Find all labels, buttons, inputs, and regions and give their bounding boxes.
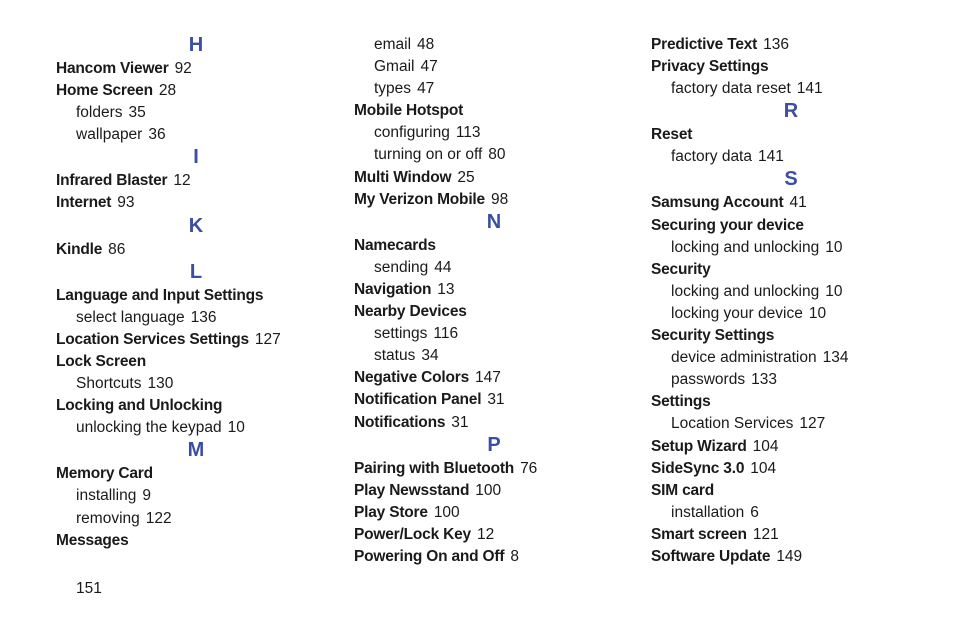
index-subentry [354,122,634,144]
entry-page: 86 [108,240,126,258]
index-column-2 [354,34,634,568]
entry-page: 12 [173,172,191,190]
entry-page: 116 [433,325,459,343]
entry-page: 41 [789,194,807,212]
entry-term: Infrared Blaster [56,172,168,190]
index-subentry [56,485,336,507]
index-entry [56,351,336,373]
entry-term: Settings [651,393,711,411]
entry-term: Gmail [374,58,415,76]
entry-term: types [374,80,412,98]
section-letter: H [188,34,204,56]
index-subentry [651,281,931,303]
entry-page: 136 [190,308,217,326]
entry-term: Security [651,260,711,278]
index-subentry [354,34,634,56]
entry-term: Setup Wizard [651,437,747,455]
index-entry [56,329,336,351]
index-subentry [354,257,634,279]
entry-page: 104 [750,459,777,477]
index-entry [651,215,931,237]
entry-term: Namecards [354,236,436,254]
index-entry [354,502,634,524]
entry-page: 127 [799,415,826,433]
entry-term: Messages [56,531,129,549]
index-entry [56,463,336,485]
section-letter: K [188,214,204,237]
section-letter: L [189,260,203,283]
index-subentry [354,345,634,367]
index-entry [651,480,931,502]
entry-term: Predictive Text [651,36,758,53]
entry-term: Notifications [354,413,446,431]
index-subentry [651,303,931,325]
entry-page: 25 [457,168,475,186]
section-letter: N [486,210,502,233]
section-letter: S [784,168,798,191]
entry-term: Multi Window [354,168,452,186]
entry-term: Location Services Settings [56,330,249,348]
entry-page: 12 [476,525,495,543]
entry-page: 147 [475,369,501,387]
page-number: 151 [76,580,102,597]
section-letter: P [487,433,501,456]
entry-page: 130 [147,375,174,393]
entry-page: 47 [417,80,435,98]
entry-term: Power/Lock Key [354,525,471,543]
entry-term: locking and unlocking [671,282,820,300]
entry-term: Locking and Unlocking [56,397,223,415]
index-entry [651,124,931,146]
index-column-3 [651,34,931,568]
entry-page: 134 [822,349,849,367]
entry-term: device administration [671,349,817,367]
entry-term: Powering On and Off [354,547,505,565]
index-entry [651,391,931,413]
entry-term: sending [374,258,429,276]
entry-page: 48 [417,36,435,53]
index-entry [354,279,634,301]
index-subentry [354,78,634,100]
entry-term: configuring [374,124,450,142]
index-subentry [56,102,336,124]
entry-page: 6 [750,503,759,521]
index-entry [651,34,931,56]
entry-page: 141 [796,80,823,98]
entry-term: SIM card [651,481,715,499]
index-entry [651,56,931,78]
entry-page: 31 [451,413,469,431]
entry-term: Location Services [671,415,794,433]
index-entry [354,458,634,480]
index-subentry [651,146,931,168]
entry-term: Play Newsstand [354,481,470,499]
entry-term: Shortcuts [76,375,142,393]
entry-page: 92 [174,60,192,77]
entry-term: Play Store [354,503,428,521]
entry-term: installation [671,503,745,521]
entry-term: Hancom Viewer [56,60,169,77]
entry-term: Security Settings [651,327,775,345]
entry-term: Mobile Hotspot [354,102,464,120]
entry-term: installing [76,487,137,505]
index-entry [56,395,336,417]
entry-page: 28 [158,82,177,100]
index-entry [56,239,336,261]
index-entry [651,546,931,568]
index-entry [354,100,634,122]
entry-page: 10 [227,419,245,437]
section-letter: I [193,146,199,169]
entry-page: 13 [437,280,455,298]
entry-page: 93 [117,194,135,212]
entry-page: 98 [490,190,509,208]
entry-page: 35 [128,104,146,122]
entry-page: 113 [455,124,481,142]
entry-term: My Verizon Mobile [354,190,485,208]
index-entry [354,235,634,257]
index-subentry [354,323,634,345]
entry-term: email [374,36,412,53]
entry-term: Kindle [56,240,103,258]
entry-term: Home Screen [56,82,153,100]
entry-page: 76 [520,459,538,477]
entry-page: 149 [776,547,803,565]
entry-term: removing [76,509,140,527]
index-subentry [354,56,634,78]
index-entry [56,192,336,214]
entry-term: Pairing with Bluetooth [354,459,515,477]
index-subentry [56,373,336,395]
entry-term: status [374,347,416,365]
index-entry [651,259,931,281]
entry-term: wallpaper [76,126,143,144]
entry-term: Internet [56,194,112,212]
entry-page: 31 [487,391,505,409]
entry-page: 104 [752,437,779,455]
index-entry [354,367,634,389]
index-entry [56,58,336,80]
entry-page: 8 [510,547,519,565]
entry-term: passwords [671,371,746,389]
entry-page: 141 [758,148,784,166]
index-subentry [354,144,634,166]
entry-term: unlocking the keypad [76,419,222,437]
index-entry [651,524,931,546]
entry-page: 80 [488,146,506,164]
entry-term: Negative Colors [354,369,470,387]
entry-page: 127 [254,330,281,348]
entry-term: Reset [651,126,693,144]
index-entry [354,167,634,189]
entry-term: Lock Screen [56,352,146,370]
index-entry [354,412,634,434]
index-entry [354,480,634,502]
entry-term: factory data reset [671,80,791,98]
entry-term: locking your device [671,304,803,322]
entry-page: 122 [145,509,172,527]
index-entry [354,189,634,211]
index-subentry [651,347,931,369]
index-subentry [651,502,931,524]
entry-term: Smart screen [651,525,747,543]
index-entry [651,458,931,480]
entry-page: 10 [825,238,843,256]
index-subentry [56,307,336,329]
entry-term: select language [76,308,185,326]
index-entry [56,80,336,102]
section-letter: M [187,439,205,462]
entry-page: 34 [421,347,439,365]
entry-page: 10 [825,282,843,300]
index-subentry [651,237,931,259]
index-subentry [56,508,336,530]
index-entry [651,192,931,214]
entry-term: Memory Card [56,465,153,483]
entry-term: Nearby Devices [354,303,467,321]
entry-page: 47 [420,58,438,76]
entry-term: Navigation [354,280,432,298]
entry-page: 10 [808,304,827,322]
index-entry [354,389,634,411]
entry-term: locking and unlocking [671,238,820,256]
index-entry [56,285,336,307]
entry-page: 36 [148,126,166,144]
index-entry [354,524,634,546]
entry-term: Notification Panel [354,391,482,409]
index-entry [354,301,634,323]
entry-page: 44 [434,258,452,276]
section-letter: R [783,100,799,123]
entry-term: Samsung Account [651,194,784,212]
index-entry [56,530,336,552]
entry-page: 121 [752,525,779,543]
entry-term: turning on or off [374,146,483,164]
index-subentry [651,369,931,391]
entry-term: factory data [671,148,752,166]
entry-term: folders [76,104,123,122]
index-subentry [651,413,931,435]
index-column-1 [56,34,336,552]
entry-term: Language and Input Settings [56,286,264,304]
entry-page: 9 [142,487,151,505]
entry-term: settings [374,325,428,343]
index-entry [56,170,336,192]
entry-term: Privacy Settings [651,58,769,76]
entry-page: 136 [763,36,789,53]
entry-term: SideSync 3.0 [651,459,745,477]
entry-page: 100 [475,481,502,499]
index-entry [651,325,931,347]
entry-page: 133 [751,371,777,389]
index-entry [651,436,931,458]
index-entry [354,546,634,568]
entry-page: 100 [433,503,460,521]
entry-term: Software Update [651,547,771,565]
index-subentry [56,124,336,146]
index-subentry [56,417,336,439]
index-subentry [651,78,931,100]
entry-term: Securing your device [651,216,804,234]
